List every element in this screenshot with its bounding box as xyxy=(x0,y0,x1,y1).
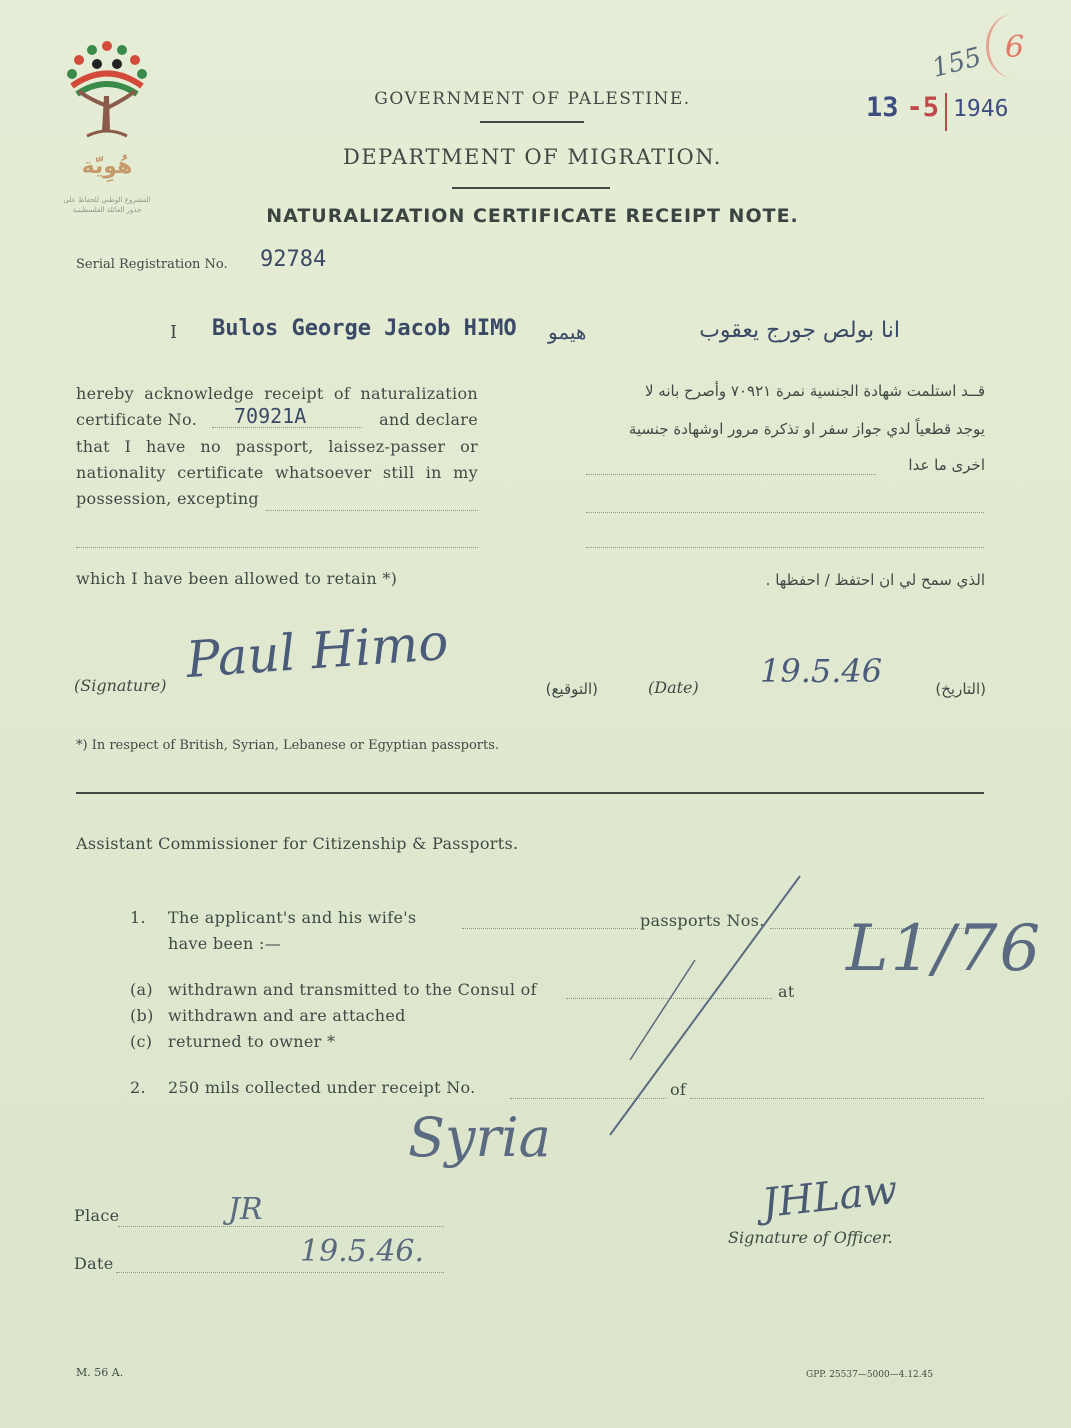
ack-line-5: possession, excepting xyxy=(76,489,259,508)
strike-line xyxy=(630,960,695,1060)
stamp-day: 13 xyxy=(866,92,899,123)
item-2-number: 2. xyxy=(130,1078,146,1097)
passport-number-handwritten: L1/76 xyxy=(846,912,1043,986)
serial-number: 92784 xyxy=(260,247,327,272)
signature-label: (Signature) xyxy=(74,676,167,695)
item-a-at: at xyxy=(778,982,795,1001)
officer-signature: JHLaw xyxy=(759,1167,900,1227)
footer-date-dots xyxy=(116,1272,444,1273)
footer-date-value: 19.5.46. xyxy=(300,1234,425,1269)
ack-ar-line-1: قــد استلمت شهادة الجنسية نمرة ٧٠٩٢١ وأصرح بانه لا xyxy=(644,382,985,400)
item-b-label: (b) xyxy=(130,1006,154,1025)
item-a-label: (a) xyxy=(130,980,153,999)
logo-title: هُوِيّة xyxy=(81,154,133,179)
date-label-ar: (التاريخ) xyxy=(935,680,986,698)
strike-line xyxy=(610,876,800,1135)
date-label: (Date) xyxy=(648,678,699,697)
declarant-name-ar: هيمو xyxy=(548,320,587,344)
stamp-month: -5 xyxy=(906,92,940,123)
declarant-line-ar: انا بولص جورج يعقوب xyxy=(699,318,900,343)
file-note: 155 xyxy=(928,42,985,84)
form-code: M. 56 A. xyxy=(76,1366,124,1379)
officer-label: Signature of Officer. xyxy=(728,1228,893,1247)
signature-label-ar: (التوقيع) xyxy=(545,680,598,698)
item-1-passports: passports Nos. xyxy=(640,911,765,930)
logo-subtitle-1: المشروع الوطني للحفاظ على xyxy=(63,196,151,204)
item-c-label: (c) xyxy=(130,1032,153,1051)
ack-line-4: nationality certificate whatsoever still in my xyxy=(76,463,478,482)
ack-ar-line-2: يوجد قطعياً لدي جواز سفر او تذكرة مرور اوشهادة جنسية xyxy=(628,420,985,438)
government-heading: GOVERNMENT OF PALESTINE. xyxy=(374,89,691,109)
country-handwritten: Syria xyxy=(408,1106,551,1169)
place-dots xyxy=(118,1226,444,1227)
certificate-number: 70921A xyxy=(234,404,307,428)
document-title: NATURALIZATION CERTIFICATE RECEIPT NOTE. xyxy=(266,205,799,227)
item-2-text: 250 mils collected under receipt No. xyxy=(168,1078,476,1097)
item-1-text: The applicant's and his wife's xyxy=(168,908,417,927)
retain-en: which I have been allowed to retain *) xyxy=(76,569,398,588)
item-1-line-2: have been :— xyxy=(168,934,281,953)
declarant-prefix: I xyxy=(170,322,178,343)
footer-date-label: Date xyxy=(74,1254,114,1273)
applicant-signature: Paul Himo xyxy=(184,612,451,690)
item-c-text: returned to owner * xyxy=(168,1032,336,1051)
place-label: Place xyxy=(74,1206,120,1225)
item-b-text: withdrawn and are attached xyxy=(168,1006,406,1025)
ack-line-2-label: certificate No. xyxy=(76,410,198,429)
ack-line-1: hereby acknowledge receipt of naturalization xyxy=(76,384,478,403)
department-heading: DEPARTMENT OF MIGRATION. xyxy=(343,145,722,169)
printer-code: GPP. 25537—5000—4.12.45 xyxy=(806,1370,934,1380)
applicant-date: 19.5.46 xyxy=(760,652,883,690)
retain-ar: الذي سمح لي ان احتفظ / احفظها . xyxy=(765,571,985,589)
item-a-text: withdrawn and transmitted to the Consul of xyxy=(168,980,537,999)
place-value: JR xyxy=(228,1192,263,1227)
ack-line-2-tail: and declare xyxy=(379,410,478,429)
stamp-year: 1946 xyxy=(953,96,1009,122)
commissioner-heading: Assistant Commissioner for Citizenship & Passports. xyxy=(76,834,519,853)
circled-number-value: 6 xyxy=(1005,30,1025,65)
serial-label: Serial Registration No. xyxy=(76,257,228,272)
declarant-name: Bulos George Jacob HIMO xyxy=(212,316,517,341)
item-2-of: of xyxy=(670,1080,687,1099)
ack-line-3: that I have no passport, laissez-passer or xyxy=(76,437,478,456)
logo-subtitle-2: جذور العائلة الفلسطينية xyxy=(72,206,142,214)
item-1-number: 1. xyxy=(130,908,146,927)
footnote: *) In respect of British, Syrian, Lebanese or Egyptian passports. xyxy=(76,738,500,753)
ack-ar-line-3: اخرى ما عدا xyxy=(908,456,985,474)
